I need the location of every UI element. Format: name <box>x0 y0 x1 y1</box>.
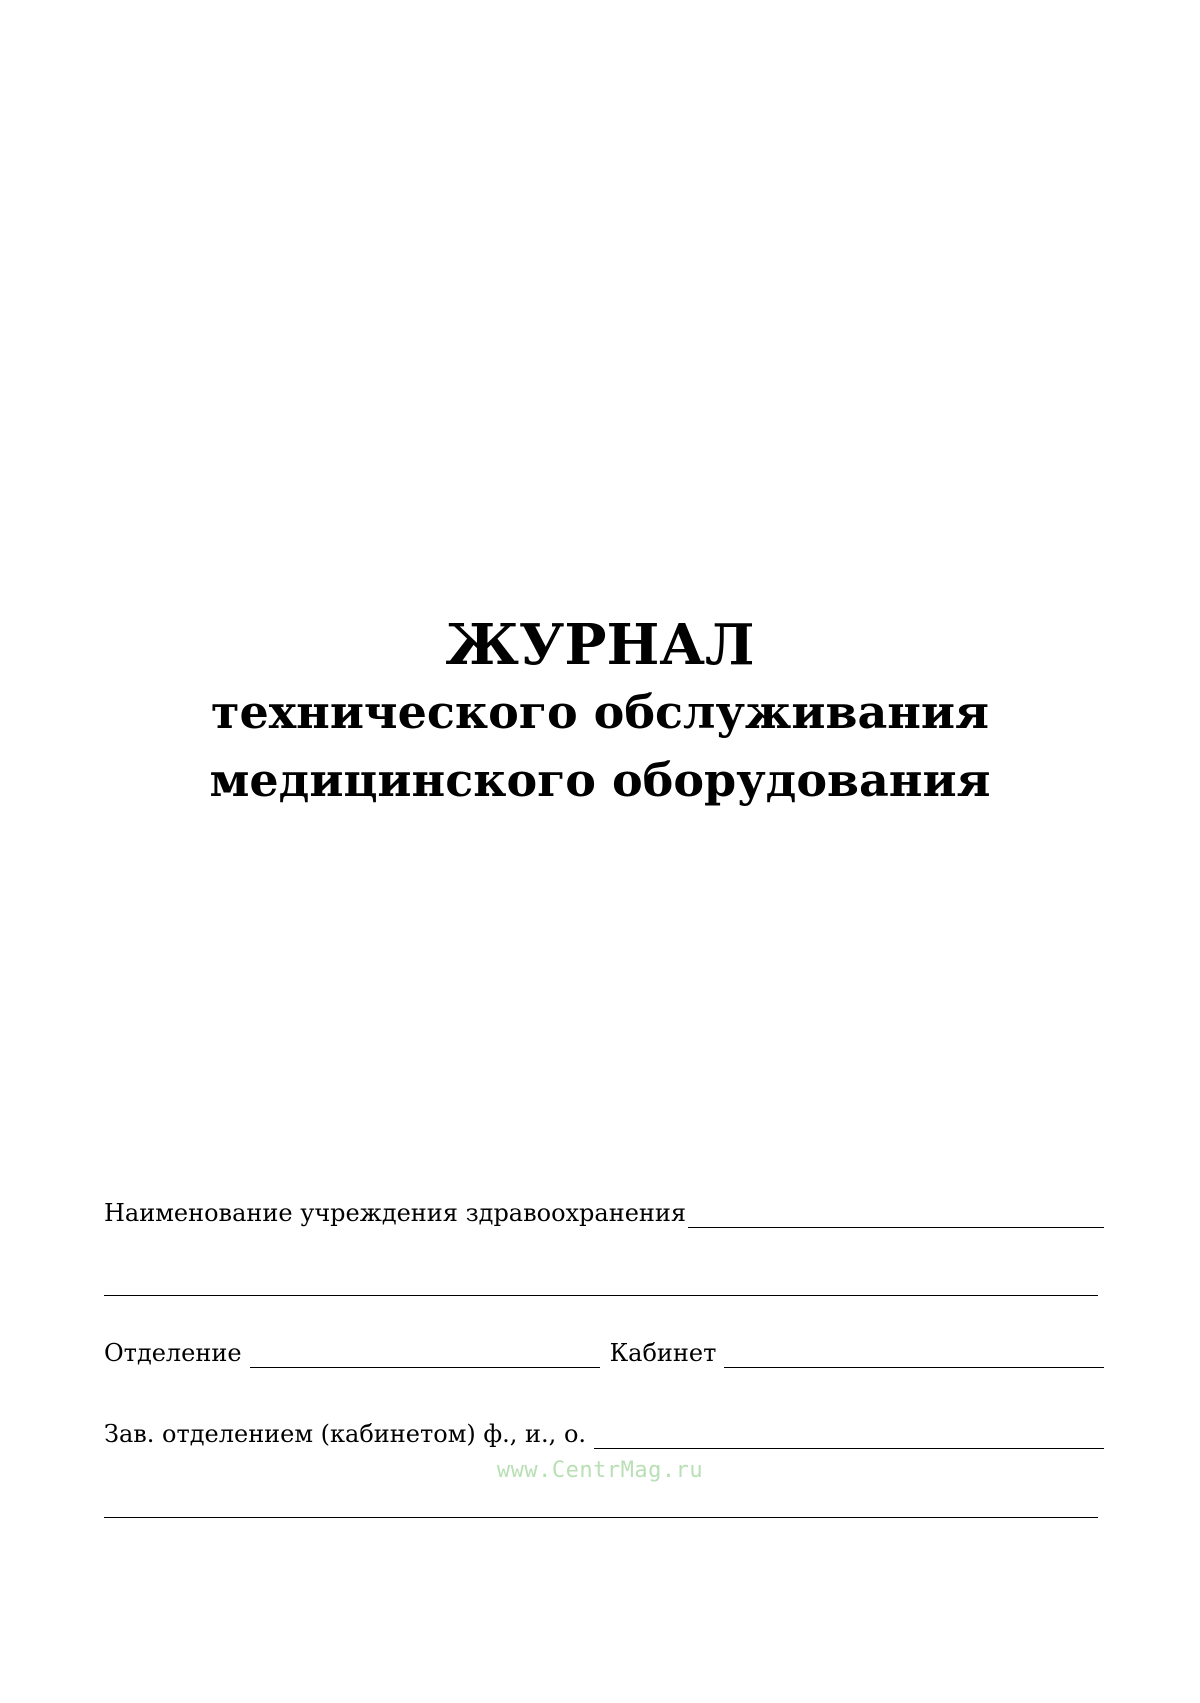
department-head-continuation-row <box>104 1478 1098 1518</box>
title-block <box>0 612 1200 814</box>
journal-title: ЖУРНАЛ <box>445 612 755 678</box>
department-head-row <box>104 1409 1104 1449</box>
department-office-row <box>104 1328 1104 1368</box>
institution-continuation-blank-line <box>104 1269 1098 1296</box>
site-watermark: www.CentrMag.ru <box>496 1458 704 1483</box>
institution-continuation-row <box>104 1256 1098 1296</box>
department-label: Отделение <box>104 1339 242 1367</box>
department-blank-line <box>250 1341 600 1368</box>
department-head-blank-line <box>594 1422 1104 1449</box>
institution-row <box>104 1188 1104 1228</box>
institution-blank-line <box>688 1201 1104 1228</box>
journal-subtitle-line-2: медицинского оборудования <box>209 753 991 807</box>
journal-subtitle-line-1: технического обслуживания <box>210 685 990 739</box>
department-head-label: Зав. отделением (кабинетом) ф., и., о. <box>104 1420 587 1448</box>
office-blank-line <box>724 1341 1104 1368</box>
institution-label: Наименование учреждения здравоохранения <box>104 1199 687 1227</box>
office-label: Кабинет <box>609 1339 717 1367</box>
department-head-continuation-blank-line <box>104 1491 1098 1518</box>
